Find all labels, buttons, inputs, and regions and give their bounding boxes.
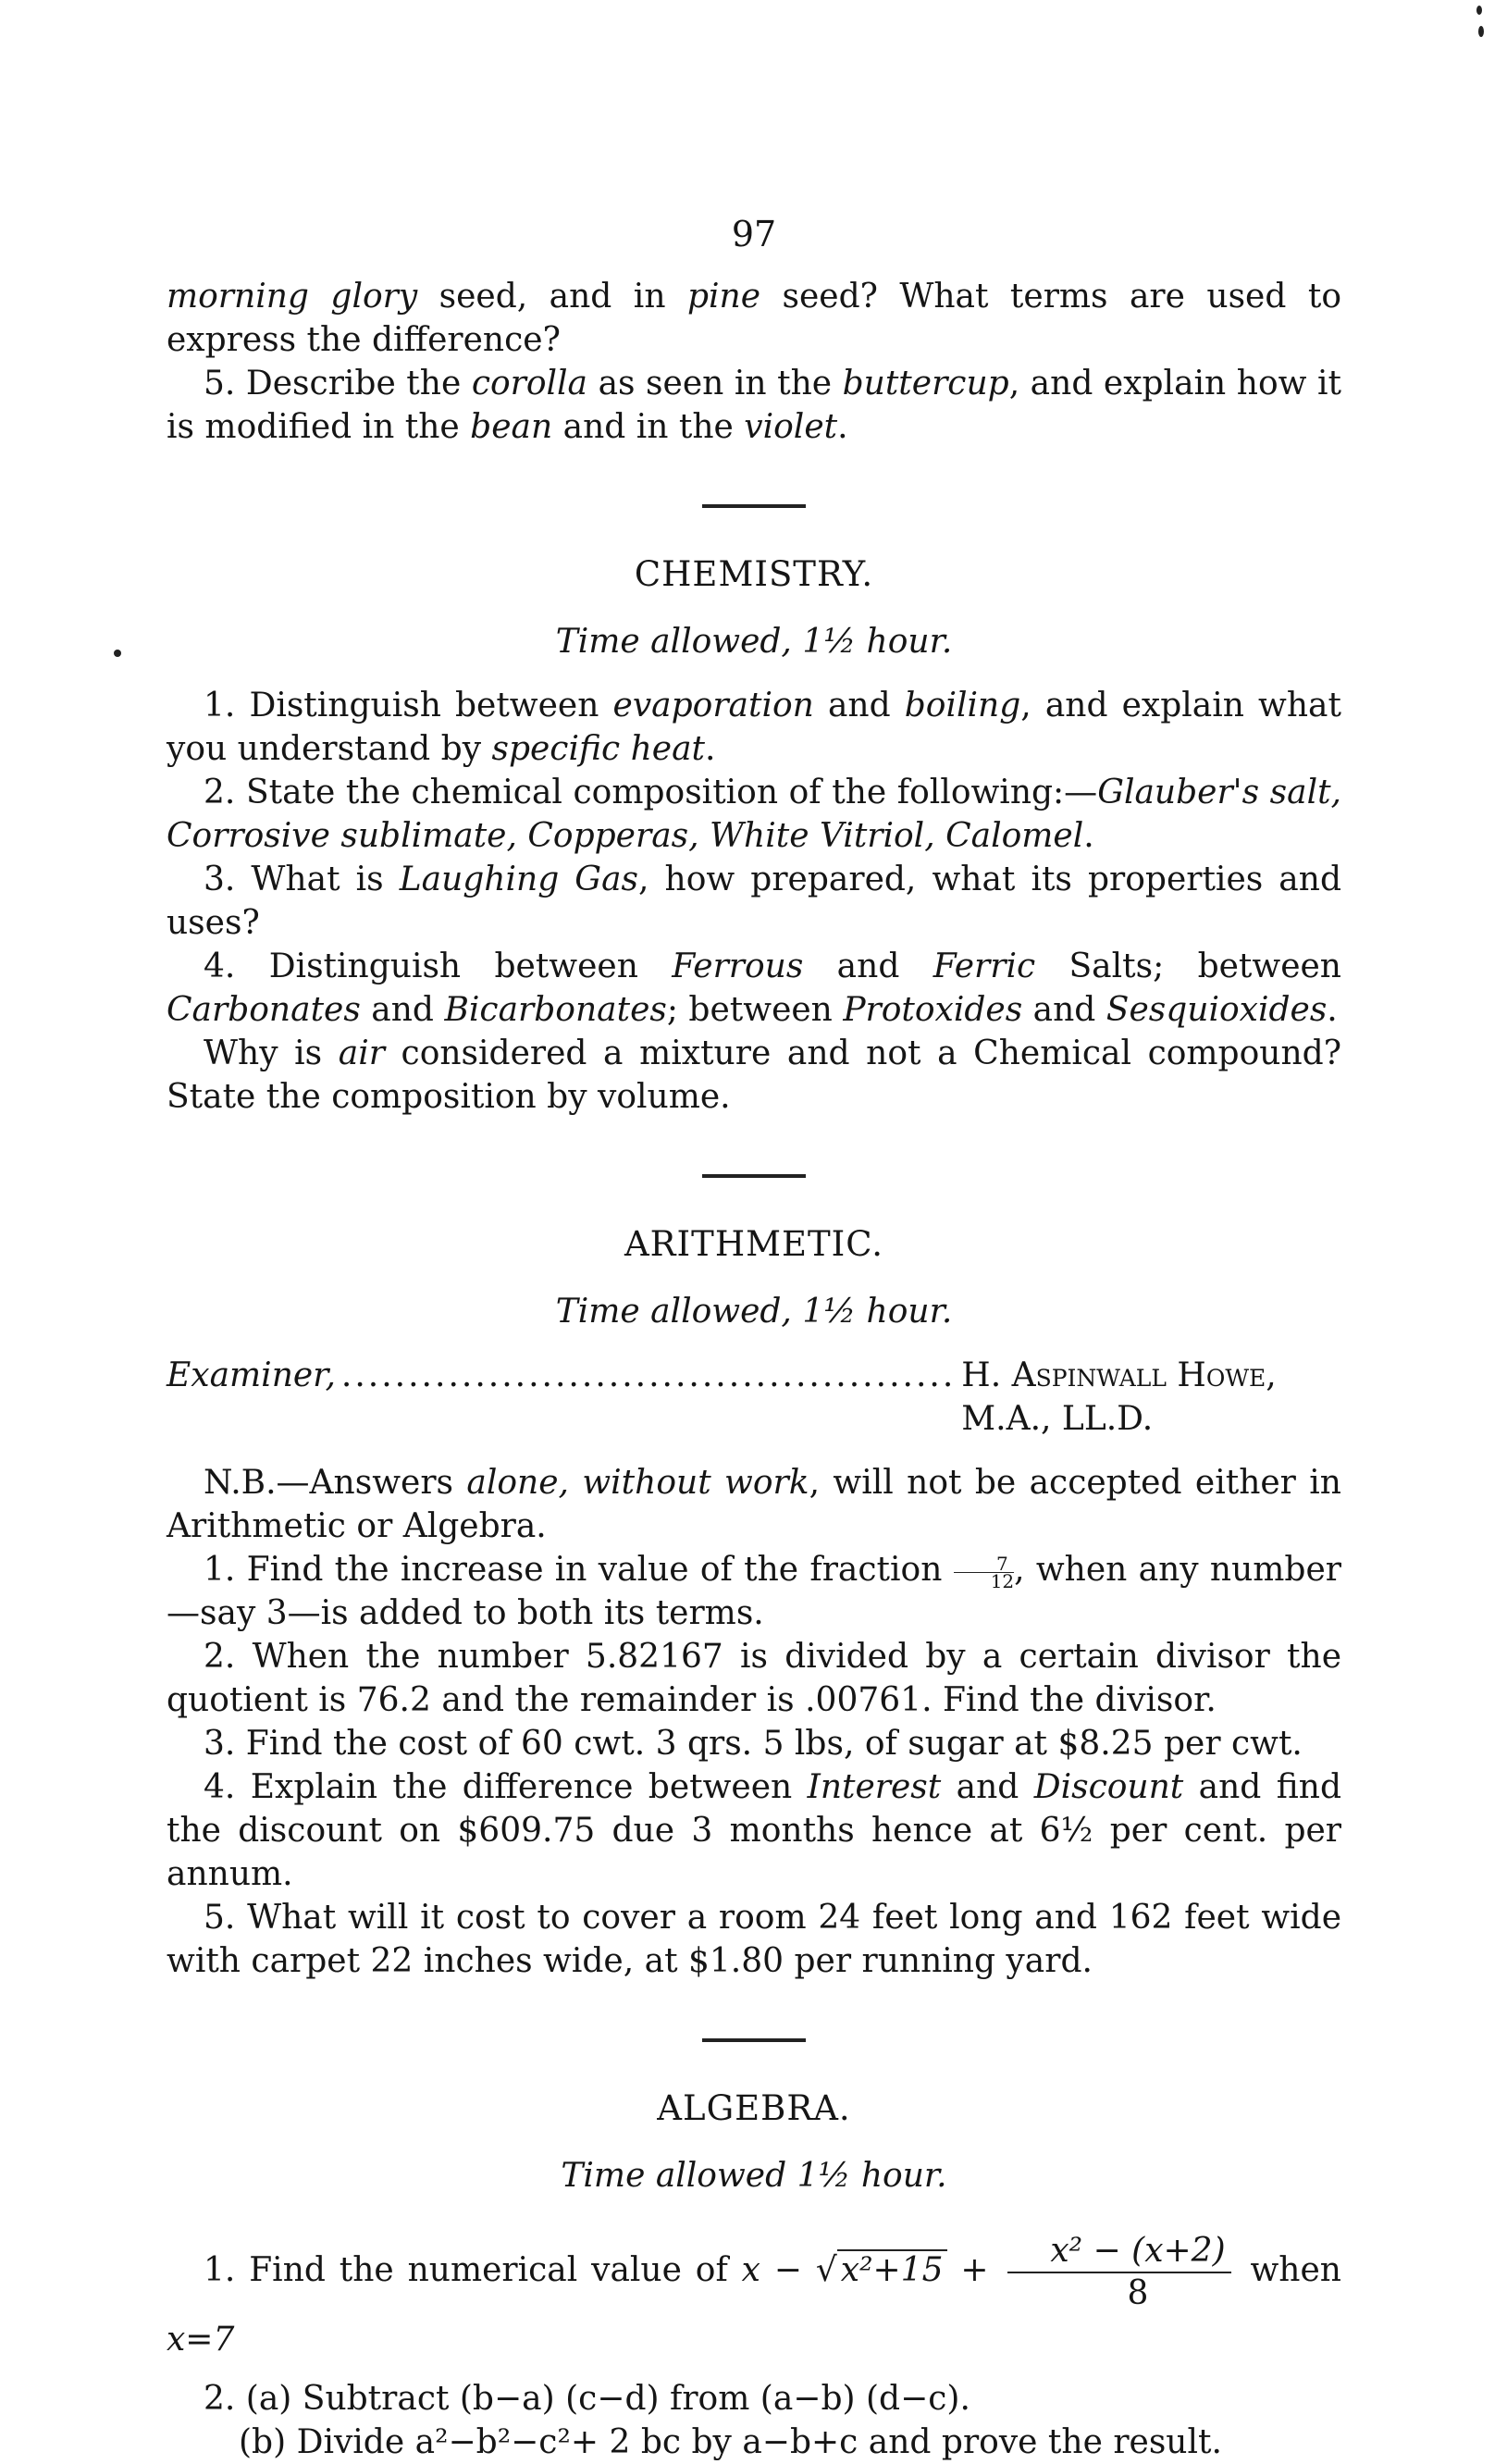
botany-question-continuation: morning glory seed, and in pine seed? What terms are used to express the difference? — [167, 278, 1341, 359]
arithmetic-question-3: 3. Find the cost of 60 cwt. 3 qrs. 5 lbs, of sugar at $8.25 per cwt. — [204, 1725, 1303, 1763]
algebra-heading: ALGEBRA. — [657, 2088, 851, 2128]
term-pine: pine — [686, 278, 761, 316]
algebra-question-2b: (b) Divide a²−b²−c²+ 2 bc by a−b+c and prove the result. — [239, 2423, 1222, 2461]
section-divider — [702, 504, 806, 508]
page-number: 97 — [731, 214, 777, 254]
arithmetic-question-2: 2. When the number 5.82167 is divided by a certain divisor the quotient is 76.2 and the remainder is .00761. Find the divisor. — [167, 1638, 1341, 1719]
algebra-question-1: 1. Find the numerical value of x − √ x²+15 + $\frac{\text{x² − (x+2)}}{8}$ when x=7 — [167, 2232, 1341, 2359]
botany-question-5: 5. Describe the corolla as seen in the buttercup, and explain how it is modified in the bean and in the violet. — [167, 365, 1341, 446]
arithmetic-question-5: 5. What will it cost to cover a room 24 feet long and 162 feet wide with carpet 22 inches wide, at $1.80 per running yard. — [167, 1899, 1341, 1980]
fraction-seven-twelfths: $\frac{7}{12}$ — [954, 1555, 1014, 1590]
examiner-line — [167, 1354, 1341, 1441]
chemistry-heading: CHEMISTRY. — [634, 554, 874, 594]
ink-speck — [1476, 6, 1482, 15]
chemistry-question-2: 2. State the chemical composition of the following:—Glauber's salt, Corrosive sublimate, Copperas, White Vitriol, Calomel. — [167, 774, 1341, 855]
algebra-time-allowed: Time allowed 1½ hour. — [561, 2157, 947, 2195]
chemistry-question-3: 3. What is Laughing Gas, how prepared, what its properties and uses? — [167, 861, 1342, 942]
ink-speck — [1478, 26, 1484, 37]
chemistry-time-allowed: Time allowed, 1½ hour. — [555, 623, 953, 661]
algebra-question-2a: 2. (a) Subtract (b−a) (c−d) from (a−b) (d−c). — [204, 2380, 970, 2418]
examiner-label: Examiner, — [167, 1356, 336, 1394]
arithmetic-time-allowed: Time allowed, 1½ hour. — [555, 1293, 953, 1331]
chemistry-question-1: 1. Distinguish between evaporation and boiling, and explain what you understand by specific heat. — [167, 687, 1341, 768]
ink-speck — [114, 650, 121, 657]
radicand: x²+15 — [837, 2249, 947, 2289]
arithmetic-heading: ARITHMETIC. — [624, 1224, 884, 1264]
term-morning-glory: morning glory — [167, 278, 418, 316]
arithmetic-note: N.B.—Answers alone, without work, will not be accepted either in Arithmetic or Algebra. — [167, 1464, 1341, 1545]
dot-leader: .............................................. — [340, 1356, 957, 1394]
fraction-expression: $\frac{\text{x² − (x+2)}}{8}$ — [1007, 2231, 1230, 2314]
chemistry-question-4: 4. Distinguish between Ferrous and Ferric Salts; between Carbonates and Bicarbonates; between Protoxides and Sesquioxides. — [167, 947, 1341, 1029]
square-root-sign: √ — [815, 2251, 837, 2289]
section-divider — [702, 1174, 806, 1178]
page-content — [167, 213, 1341, 2464]
arithmetic-question-1: 1. Find the increase in value of the fraction $\frac{7}{12}$ , when any number—say 3—is added to both its terms. — [167, 1551, 1341, 1632]
arithmetic-question-4: 4. Explain the difference between Interest and Discount and find the discount on $609.75 due 3 months hence at 6½ per cent. per annum. — [167, 1768, 1341, 1893]
examiner-name: H. Aspinwall Howe, M.A., LL.D. — [961, 1356, 1277, 1438]
chemistry-question-5: Why is air considered a mixture and not a Chemical compound? State the composition by volume. — [167, 1034, 1341, 1116]
section-divider — [702, 2038, 806, 2042]
